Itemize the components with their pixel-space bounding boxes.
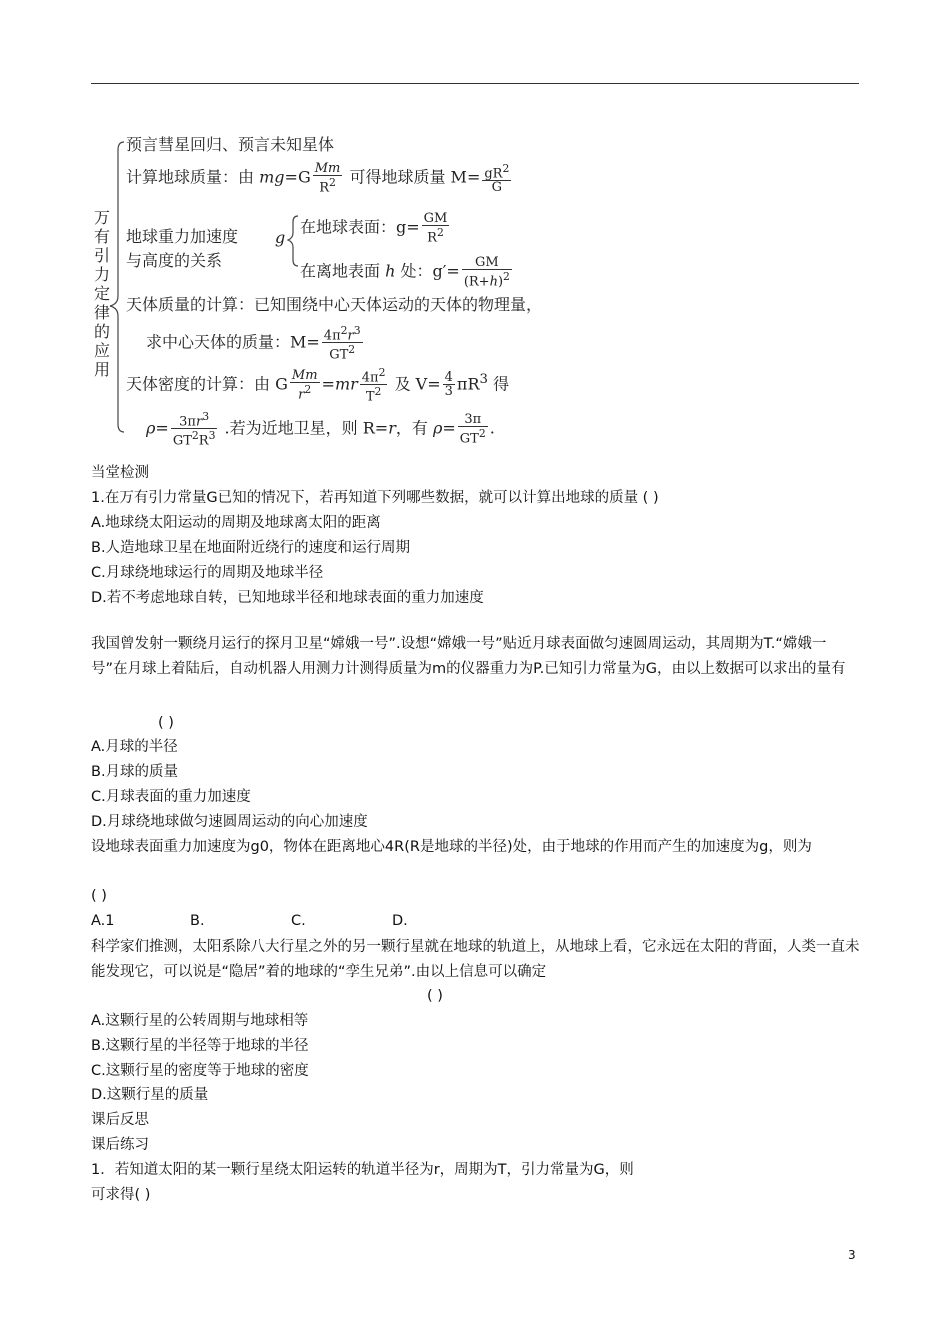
density-result-end: ，有 bbox=[395, 418, 428, 438]
q2-stem: 我国曾发射一颗绕月运行的探月卫星“嫦娥一号”.设想“嫦娥一号”贴近月球表面做匀速圆周运动，其周期为T.“嫦娥一号”在月球上着陆后，自动机器人用测力计测得质量为m的仪器重力为P.已知引力常量为G，由以上数据可以求出的量有 bbox=[91, 636, 846, 677]
diagram-line-earth-mass: 计算地球质量：由 mg=G $\frac{Mm}{R^2}$ 可得地球质量 M= $\frac{gR^2}{G}$ bbox=[126, 161, 510, 196]
formula-frac-gr2-g: $\frac{gR^2}{G}$ bbox=[484, 162, 510, 196]
diagram-line-central-mass bbox=[146, 324, 365, 362]
q3-option-c: C. bbox=[291, 913, 306, 929]
diagram-surface-g bbox=[300, 212, 451, 244]
earth-mass-mid: 可得地球质量 bbox=[349, 167, 446, 187]
diagram-line-body-mass: 天体质量的计算：已知围绕中心天体运动的天体的物理量， bbox=[126, 295, 543, 314]
diagram-line-comet: 预言彗星回归、预言未知星体 bbox=[126, 135, 335, 154]
diagram-g-symbol: g bbox=[275, 228, 286, 247]
q2-option-c: C.月球表面的重力加速度 bbox=[91, 789, 251, 805]
section-title: 当堂检测 bbox=[91, 465, 149, 481]
q1-stem: 1.在万有引力常量G已知的情况下，若再知道下列哪些数据，就可以计算出地球的质量 ( ) bbox=[91, 490, 659, 506]
surface-label: 在地球表面：g= bbox=[300, 217, 420, 237]
p1-line2: 可求得( ) bbox=[91, 1187, 151, 1203]
q4-option-d: D.这颗行星的质量 bbox=[91, 1087, 209, 1103]
q4-option-c: C.这颗行星的密度等于地球的密度 bbox=[91, 1063, 309, 1079]
q1-option-b: B.人造地球卫星在地面附近绕行的速度和运行周期 bbox=[91, 540, 411, 556]
q4-option-a: A.这颗行星的公转周期与地球相等 bbox=[91, 1013, 309, 1029]
formula-frac-3pir3-gt2r3: $\frac{3\pi r^3}{GT^2R^3}$ bbox=[172, 410, 216, 449]
page-number: 3 bbox=[848, 1248, 856, 1262]
summary-diagram bbox=[88, 128, 608, 448]
central-mass-label: 求中心天体的质量：M= bbox=[146, 332, 320, 352]
diagram-vertical-title: 万有引力定律的应用 bbox=[93, 208, 110, 379]
density-prefix: 天体密度的计算：由 bbox=[126, 374, 271, 394]
formula-frac-4-3: $\frac{4}{3}$ bbox=[444, 370, 453, 400]
q3-option-d: D. bbox=[392, 913, 408, 929]
q1-option-d: D.若不考虑地球自转，已知地球半径和地球表面的重力加速度 bbox=[91, 590, 484, 606]
density-and: 及 bbox=[394, 374, 411, 394]
q1-option-c: C.月球绕地球运行的周期及地球半径 bbox=[91, 565, 324, 581]
q2-paren: ( ) bbox=[158, 715, 174, 731]
diagram-gravity-label-1: 地球重力加速度 bbox=[126, 227, 239, 246]
q2-option-a: A.月球的半径 bbox=[91, 739, 178, 755]
q4-stem: 科学家们推测，太阳系除八大行星之外的另一颗行星就在地球的轨道上，从地球上看，它永远在太阳的背面，人类一直未能发现它，可以说是“隐居”着的地球的“孪生兄弟”.由以上信息可以确定 bbox=[91, 939, 860, 980]
height-label: 在离地表面 bbox=[300, 261, 381, 281]
formula-frac-mm-r2: $\frac{Mm}{R^2}$ bbox=[314, 161, 341, 196]
formula-frac-mm-r2-small: $\frac{Mm}{r^2}$ bbox=[291, 367, 318, 402]
header-rule bbox=[91, 83, 859, 84]
height-suffix: 处：g′= bbox=[400, 261, 460, 281]
height-h: h bbox=[385, 261, 396, 281]
q3-option-a: A.1 bbox=[91, 913, 115, 929]
q4-option-b: B.这颗行星的半径等于地球的半径 bbox=[91, 1038, 309, 1054]
diagram-line-density: 天体密度的计算：由 G $\frac{Mm}{r^2}$ =mr $\frac{4\pi^2}{T^2}$ 及 V= $\frac{4}{3}$ $\pi R^3$ 得 bbox=[126, 366, 510, 405]
p1-line1: 1．若知道太阳的某一颗行星绕太阳运转的轨道半径为r，周期为T，引力常量为G，则 bbox=[91, 1162, 634, 1178]
diagram-height-g bbox=[300, 256, 514, 288]
density-result-mid: .若为近地卫星，则 bbox=[224, 418, 358, 438]
formula-frac-4pi2r3-gt2: $\frac{4\pi^2r^3}{GT^2}$ bbox=[323, 324, 361, 363]
formula-frac-3pi-gt2: $\frac{3\pi}{GT^2}$ bbox=[459, 411, 486, 446]
formula-frac-gm-r2: $\frac{GM}{R^2}$ bbox=[423, 211, 448, 246]
q4-paren: ( ) bbox=[427, 988, 443, 1004]
q1-option-a: A.地球绕太阳运动的周期及地球离太阳的距离 bbox=[91, 515, 381, 531]
q2-option-d: D.月球绕地球做匀速圆周运动的向心加速度 bbox=[91, 814, 368, 830]
q3-paren: ( ) bbox=[91, 888, 107, 904]
formula-frac-4pi2-t2: $\frac{4\pi^2}{T^2}$ bbox=[361, 366, 386, 405]
formula-frac-gm-rh2: $\frac{GM}{(R+h)^2}$ bbox=[463, 255, 510, 290]
density-suffix: 得 bbox=[493, 374, 510, 394]
reflection-heading: 课后反思 bbox=[91, 1112, 149, 1128]
diagram-gravity-label-2: 与高度的关系 bbox=[126, 251, 223, 270]
diagram-line-density-result: ρ= $\frac{3\pi r^3}{GT^2R^3}$ .若为近地卫星，则 R=r，有 ρ= $\frac{3\pi}{GT^2}$ . bbox=[146, 410, 495, 449]
q2-option-b: B.月球的质量 bbox=[91, 764, 179, 780]
q3-stem: 设地球表面重力加速度为g0，物体在距离地心4R(R是地球的半径)处，由于地球的作用而产生的加速度为g，则为 bbox=[91, 839, 812, 855]
practice-heading: 课后练习 bbox=[91, 1137, 149, 1153]
q3-option-b: B. bbox=[190, 913, 205, 929]
earth-mass-prefix: 计算地球质量：由 bbox=[126, 167, 255, 187]
